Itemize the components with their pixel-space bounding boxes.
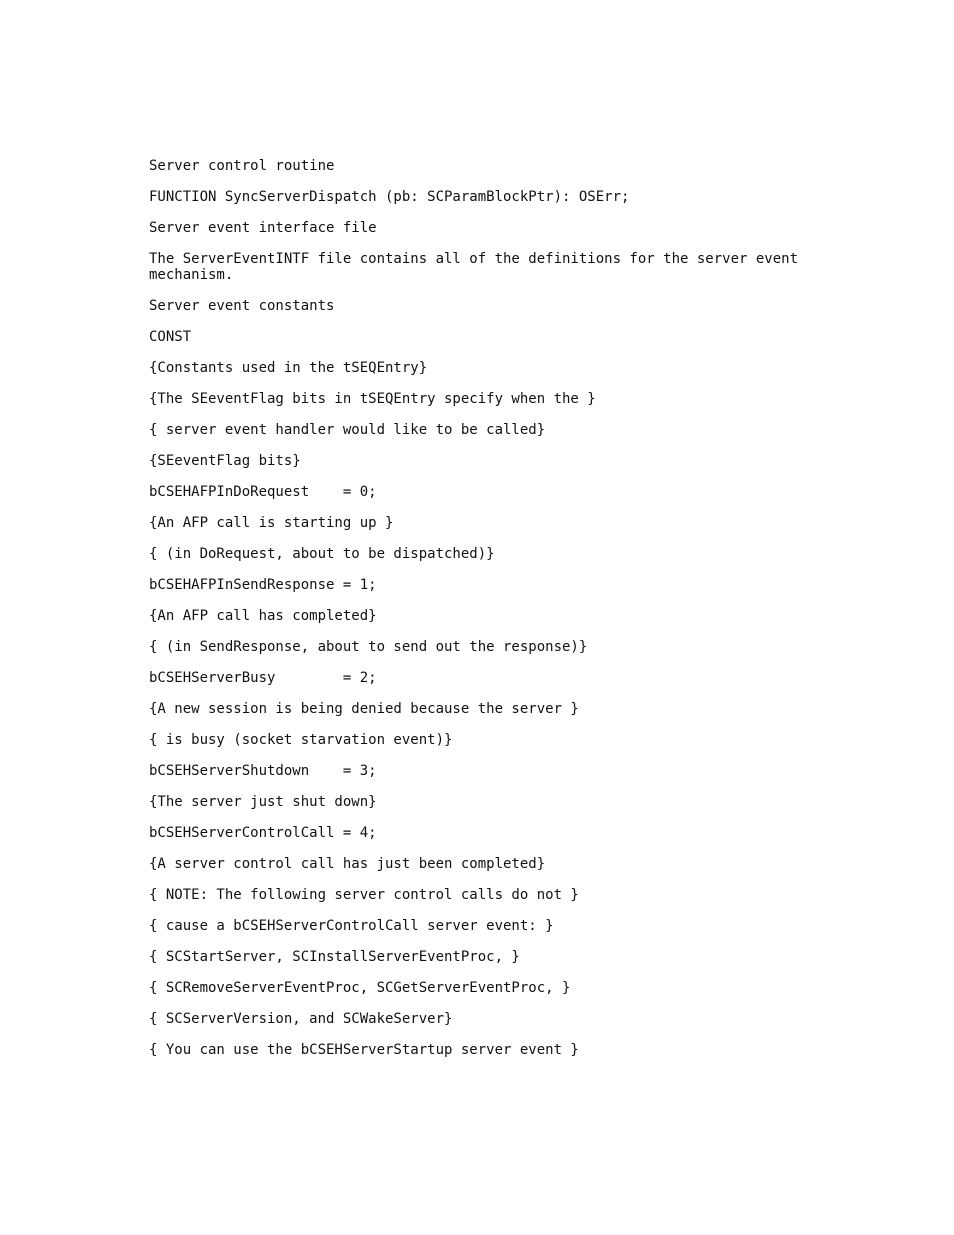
code-comment: { (in DoRequest, about to be dispatched)}	[149, 546, 495, 562]
code-comment: { is busy (socket starvation event)}	[149, 732, 453, 748]
code-comment: {A server control call has just been completed}	[149, 856, 546, 872]
code-comment: { (in SendResponse, about to send out the response)}	[149, 639, 588, 655]
section-heading: Server control routine	[149, 158, 335, 174]
code-comment: { NOTE: The following server control calls do not }	[149, 887, 579, 903]
code-line: bCSEHServerControlCall = 4;	[149, 825, 377, 841]
code-comment: {An AFP call has completed}	[149, 608, 377, 624]
section-heading: Server event constants	[149, 298, 335, 314]
code-line: bCSEHAFPInDoRequest = 0;	[149, 484, 377, 500]
section-heading: Server event interface file	[149, 220, 377, 236]
code-comment: { SCStartServer, SCInstallServerEventProc, }	[149, 949, 520, 965]
code-comment: {SEeventFlag bits}	[149, 453, 301, 469]
code-comment: { SCRemoveServerEventProc, SCGetServerEventProc, }	[149, 980, 571, 996]
code-comment: {An AFP call is starting up }	[149, 515, 394, 531]
code-comment: { SCServerVersion, and SCWakeServer}	[149, 1011, 453, 1027]
code-line: bCSEHServerShutdown = 3;	[149, 763, 377, 779]
code-line: bCSEHServerBusy = 2;	[149, 670, 377, 686]
code-comment: { cause a bCSEHServerControlCall server event: }	[149, 918, 554, 934]
code-line: bCSEHAFPInSendResponse = 1;	[149, 577, 377, 593]
code-line: FUNCTION SyncServerDispatch (pb: SCParamBlockPtr): OSErr;	[149, 189, 630, 205]
code-comment: {The SEeventFlag bits in tSEQEntry specify when the }	[149, 391, 596, 407]
document-page	[149, 158, 829, 1073]
code-comment: { You can use the bCSEHServerStartup server event }	[149, 1042, 579, 1058]
code-comment: { server event handler would like to be called}	[149, 422, 546, 438]
code-comment: {The server just shut down}	[149, 794, 377, 810]
code-line: CONST	[149, 329, 192, 345]
code-comment: {A new session is being denied because the server }	[149, 701, 579, 717]
paragraph-text: The ServerEventINTF file contains all of the definitions for the server event mechanism.	[149, 251, 807, 283]
code-comment: {Constants used in the tSEQEntry}	[149, 360, 428, 376]
